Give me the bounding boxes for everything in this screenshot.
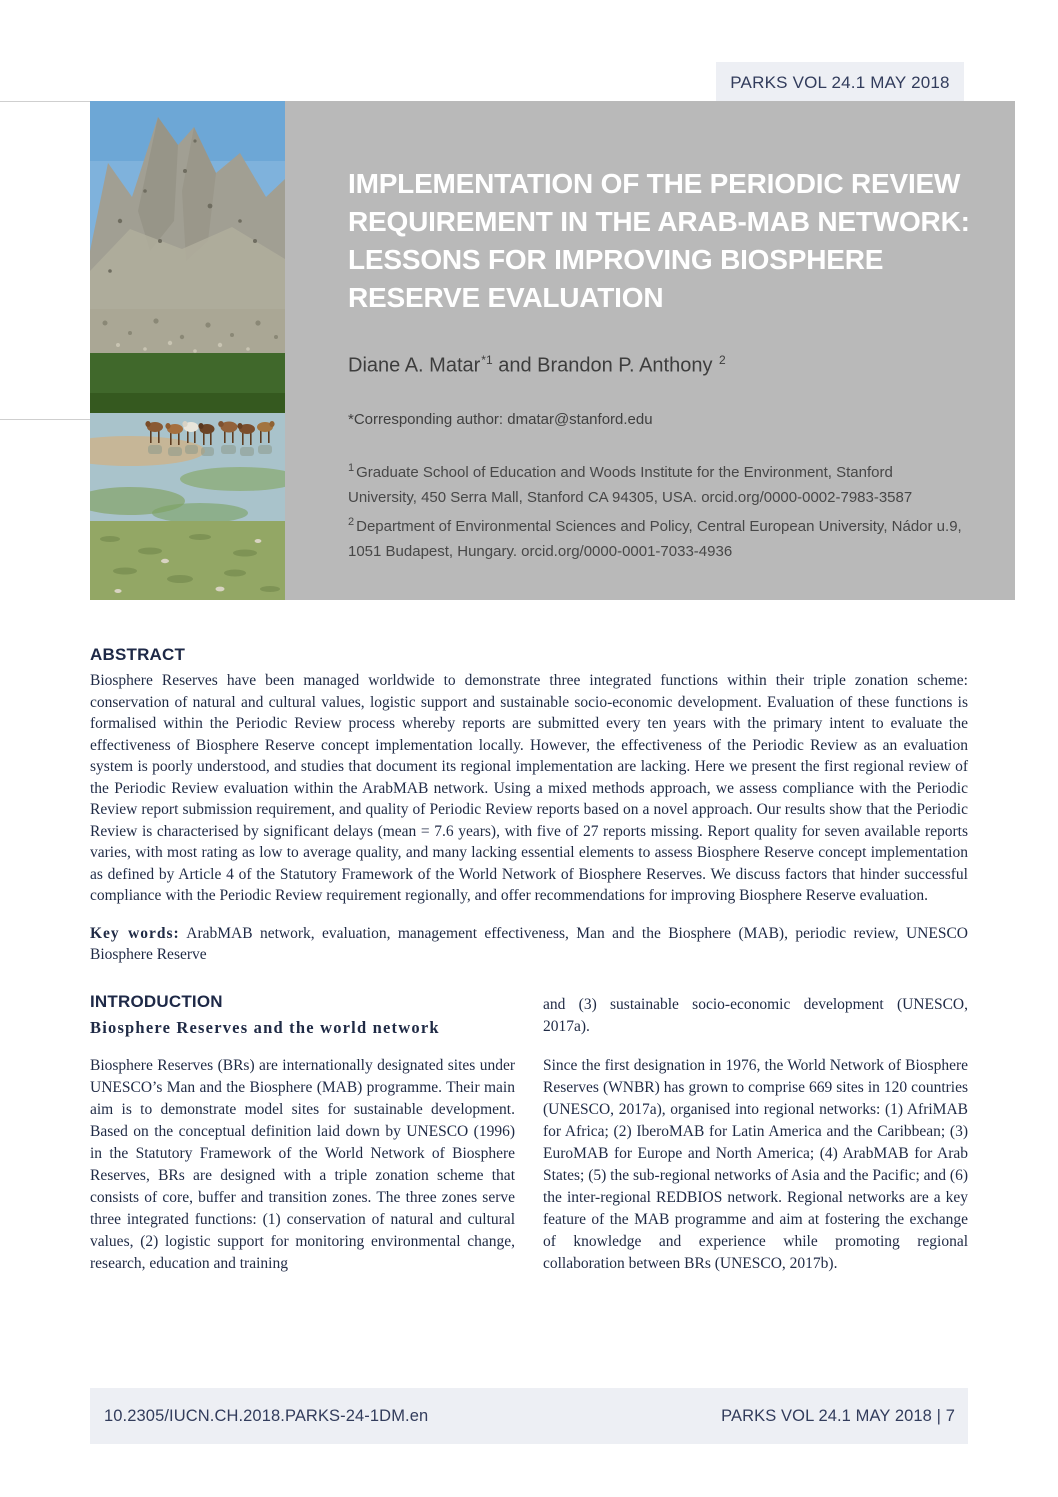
column-right [543, 992, 968, 1275]
author-2: Brandon P. Anthony [537, 354, 713, 377]
authors-line [348, 353, 977, 378]
abstract-text: Biosphere Reserves have been managed worldwide to demonstrate three integrated functions within their triple zonation scheme: conservation of natural and cultural values, logistic support and sustainable socio-economic development. Evaluation of these functions is formalised within the Periodic Review process whereby reports are submitted every ten years with the primary intent to evaluate the effectiveness of Biosphere Reserve concept implementation locally. However, the effectiveness of the Periodic Review as an evaluation system is poorly understood, and studies that document its regional implementation are lacking. Here we present the first regional review of the Periodic Review evaluation within the ArabMAB network. Using a mixed methods approach, we assess compliance with the Periodic Review report submission requirement, and quality of Periodic Review reports based on a novel approach. Our results show that the Periodic Review is characterised by significant delays (mean = 7.6 years), with five of 27 reports missing. Report quality for seven available reports varies, with most rating as low to average quality, and many lacking essential elements to assess Biosphere Reserve concept implementation as defined by Article 4 of the Statutory Framework of the World Network of Biosphere Reserves. We discuss factors that hinder successful compliance with the Periodic Review requirement regionally, and offer recommendations for improving Biosphere Reserve evaluation. [90, 672, 968, 904]
author-1: Diane A. Matar [348, 354, 481, 377]
introduction-subheading: Biosphere Reserves and the world network [90, 1017, 440, 1037]
introduction-paragraph-right-2: Since the first designation in 1976, the World Network of Biosphere Reserves (WNBR) has grown to comprise 669 sites in 120 countries (UNESCO, 2017a), organised into regional networks: (1) AfriMAB for Africa; (2) IberoMAB for Latin America and the Caribbean; (3) EuroMAB for Europe and North America; (4) ArabMAB for Arab States; (5) the sub-regional networks of Asia and the Pacific; and (6) the inter-regional REDBIOS network. Regional networks are a key feature of the MAB programme and aim at fostering the exchange of knowledge and experience while promoting regional collaboration between BRs (UNESCO, 2017b). [543, 1056, 968, 1272]
article-title [348, 165, 977, 317]
keywords-label: Key words: [90, 924, 180, 942]
title-block [285, 101, 1015, 600]
title-line-1: IMPLEMENTATION OF THE PERIODIC REVIEW [348, 168, 961, 199]
introduction-heading: INTRODUCTION [90, 991, 223, 1011]
affiliation-1 [348, 456, 963, 510]
introduction-paragraph-left: Biosphere Reserves (BRs) are internationally designated sites under UNESCO’s Man and the Biosphere (MAB) programme. Their main aim is to demonstrate model sites for sustainable development. Based on the conceptual definition laid down by UNESCO (1996) in the Statutory Framework of the World Network of Biosphere Reserves, BRs are designed with a triple zonation scheme that consists of core, buffer and transition zones. The three zones serve three integrated functions: (1) conservation of natural and cultural values, (2) logistic support for monitoring environmental change, research, education and training [90, 1056, 515, 1272]
margin-rule-mid [0, 419, 90, 420]
affiliation-1-marker: 1 [348, 461, 355, 474]
corresponding-author: *Corresponding author: dmatar@stanford.edu [348, 410, 653, 428]
introduction-paragraph-right-1: and (3) sustainable socio-economic development (UNESCO, 2017a). [543, 995, 968, 1035]
column-left [90, 992, 515, 1275]
issue-badge: PARKS VOL 24.1 MAY 2018 [716, 62, 964, 103]
introduction-columns [90, 992, 968, 1275]
footer-doi: 10.2305/IUCN.CH.2018.PARKS-24-1DM.en [104, 1406, 429, 1425]
margin-rule-top [0, 101, 90, 102]
title-line-2: REQUIREMENT IN THE ARAB-MAB NETWORK: [348, 206, 970, 237]
author-1-superscript: *1 [481, 353, 493, 367]
authors-conjunction: and [492, 354, 538, 377]
affiliations [348, 456, 963, 564]
affiliation-2-marker: 2 [348, 515, 355, 528]
abstract-heading: ABSTRACT [90, 645, 186, 664]
title-line-4: RESERVE EVALUATION [348, 282, 664, 313]
keywords-text: ArabMAB network, evaluation, management effectiveness, Man and the Biosphere (MAB), periodic review, UNESCO Biosphere Reserve [90, 924, 968, 963]
author-2-superscript: 2 [719, 353, 726, 367]
keywords-line [90, 923, 968, 966]
affiliation-2 [348, 510, 963, 564]
affiliation-2-text: Department of Environmental Sciences and Policy, Central European University, Nádor u.9, 1051 Budapest, Hungary. orcid.org/0000-0001-7033-4936 [348, 517, 962, 560]
page-footer [90, 1388, 968, 1444]
footer-issue-page: PARKS VOL 24.1 MAY 2018 | 7 [721, 1406, 955, 1425]
title-line-3: LESSONS FOR IMPROVING BIOSPHERE [348, 244, 884, 275]
affiliation-1-text: Graduate School of Education and Woods Institute for the Environment, Stanford University, 450 Serra Mall, Stanford CA 94305, USA. orcid.org/0000-0002-7983-3587 [348, 463, 913, 506]
cover-photo [90, 101, 285, 600]
landscape-photo-illustration [90, 101, 285, 600]
article-body [90, 645, 968, 1275]
